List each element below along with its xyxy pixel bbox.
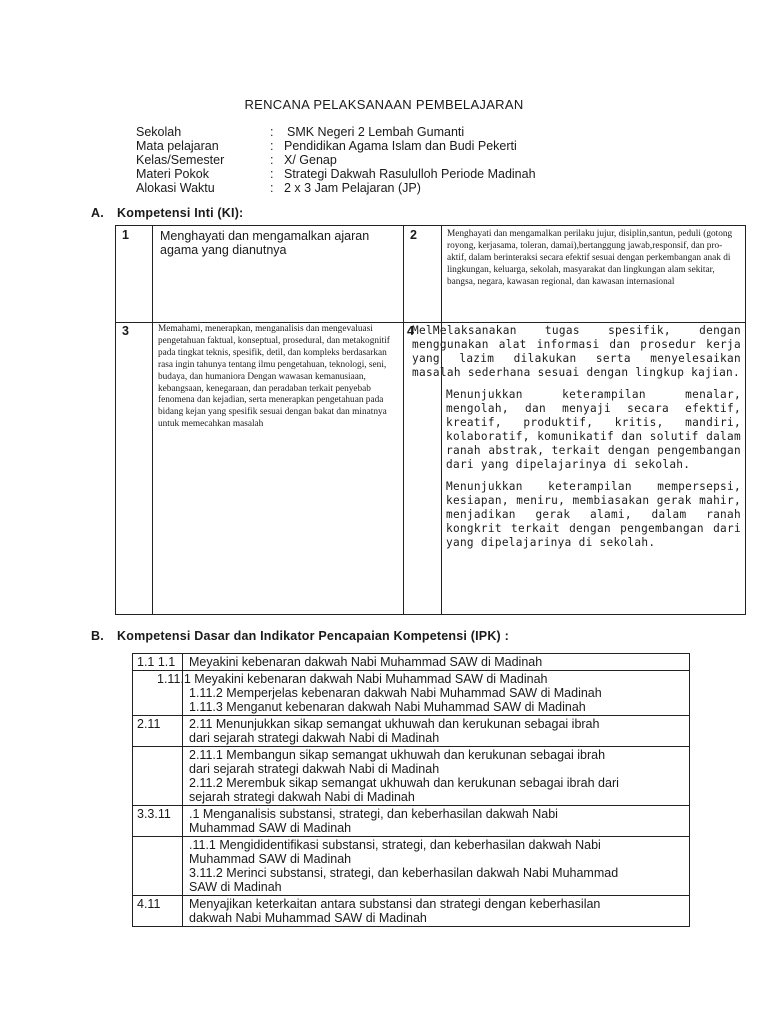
info-value: X/ Genap [284,153,337,167]
info-colon: : [270,181,274,195]
info-colon: : [270,139,274,153]
kd-code [133,747,183,806]
kd-line: SAW di Madinah [189,880,282,894]
info-colon: : [270,153,274,167]
info-value: SMK Negeri 2 Lembah Gumanti [287,125,465,139]
kd-line: 1.11.1 Meyakini kebenaran dakwah Nabi Muhammad SAW di Madinah [157,672,548,686]
section-b-heading [91,629,509,643]
kd-line: dari sejarah strategi dakwah Nabi di Madinah [189,762,440,776]
section-a-heading [91,206,243,220]
kd-row [133,716,690,747]
kd-row [133,671,690,716]
kd-desc [183,654,690,671]
document-title: RENCANA PELAKSANAAN PEMBELAJARAN [244,97,524,112]
ki-number: 1 [122,228,129,242]
kd-code: 3.3.11 [133,806,183,837]
ki-text-block [412,324,741,558]
kd-row [133,654,690,671]
info-row-school [136,125,536,139]
kd-line: 2.11.1 Membangun sikap semangat ukhuwah dan kerukunan sebagai ibrah [189,748,606,762]
ki-number: 4 [407,324,414,338]
ki-col-divider [152,226,153,614]
kd-code: 1.1 1.1 [133,654,183,671]
info-label: Kelas/Semester [136,153,225,167]
info-row-class [136,153,536,167]
kd-line: 2.11 Menunjukkan sikap semangat ukhuwah dan kerukunan sebagai ibrah [189,717,600,731]
info-label: Mata pelajaran [136,139,219,153]
kd-row [133,896,690,927]
info-row-time [136,181,536,195]
ki-text: Memahami, menerapkan, menganalisis dan mengevaluasi pengetahuan faktual, konseptual, prosedural, dan metakognitif pada tingkat teknis, spesifik, detil, dan kompleks berdasarkan rasa ingin tahunya tentang ilmu pengetahuan, teknologi, seni, budaya, dan humaniora Dengan wawasan kemanusiaan, kebangsaan, kenegaraan, dan peradaban terkait penyebab fenomena dan kejadian, serta menerapkan pengetahuan pada bidang kejan yang spesifik sesuai dengan bakat dan minatnya untuk memecahkan masalah [158,324,390,430]
kd-line: Muhammad SAW di Madinah [189,821,352,835]
ki-table [115,225,746,615]
kd-line: 3.11.2 Merinci substansi, strategi, dan keberhasilan dakwah Nabi Muhammad [189,866,619,880]
section-letter: B. [91,629,104,643]
kd-desc [183,806,690,837]
ki-text: Menghayati dan mengamalkan ajaran agama yang dianutnya [160,229,370,257]
kd-code: 2.11 [133,716,183,747]
info-row-topic [136,167,536,181]
kd-row [133,837,690,896]
kd-line: 2.11.2 Merembuk sikap semangat ukhuwah dan kerukunan sebagai ibrah dari [189,776,619,790]
ki-number: 2 [410,228,417,242]
kd-line: .1 Menganalisis substansi, strategi, dan keberhasilan dakwah Nabi [189,807,558,821]
kd-line: Meyakini kebenaran dakwah Nabi Muhammad SAW di Madinah [189,655,543,669]
ki-text: Menghayati dan mengamalkan perilaku jujur, disiplin,santun, peduli (gotong royong, kerjasama, toleran, damai),bertanggung jawab,responsif, dan pro-aktif, dalam berinteraksi secara efektif sesuai dengan perkembangan anak di lingkungan, keluarga, sekolah, masyarakat dan lingkungan alam sekitar, bangsa, negara, kawasan regional, dan kawasan internasional [447,229,733,287]
ki-prefix: MelM [412,324,440,337]
kd-line: Muhammad SAW di Madinah [189,852,352,866]
kd-desc [183,837,690,896]
section-title: Kompetensi Dasar dan Indikator Pencapaian Kompetensi (IPK) : [117,629,509,643]
section-letter: A. [91,206,104,220]
info-label: Alokasi Waktu [136,181,215,195]
kd-desc [183,716,690,747]
info-value: Pendidikan Agama Islam dan Budi Pekerti [284,139,517,153]
ki-paragraph-text: elaksanakan tugas spesifik, dengan menggunakan alat informasi dan prosedur kerja yang lazim dilakukan serta menyelesaikan masalah sederhana sesuai dengan lingkup kajian. [412,324,741,379]
kd-line: 1.11.3 Menganut kebenaran dakwah Nabi Muhammad SAW di Madinah [189,700,586,714]
kd-line: dakwah Nabi Muhammad SAW di Madinah [189,911,427,925]
info-colon: : [270,125,274,139]
kd-line: 1.11.2 Memperjelas kebenaran dakwah Nabi Muhammad SAW di Madinah [189,686,602,700]
ki-paragraph: Menunjukkan keterampilan menalar, mengolah, dan menyaji secara efektif, kreatif, produktif, kritis, mandiri, kolaboratif, komunikatif dan solutif dalam ranah abstrak, terkait dengan pengembangan dari yang dipelajarinya di sekolah. [446,388,741,471]
kd-desc [157,671,690,716]
info-value: Strategi Dakwah Rasululloh Periode Madinah [284,167,536,181]
section-title: Kompetensi Inti (KI): [117,206,244,220]
info-row-subject [136,139,536,153]
kd-row [133,747,690,806]
kd-line: .11.1 Mengididentifikasi substansi, strategi, dan keberhasilan dakwah Nabi [189,838,601,852]
identity-block [136,125,536,195]
ki-paragraph: Menunjukkan keterampilan mempersepsi, kesiapan, meniru, membiasakan gerak mahir, menjadikan gerak alami, dalam ranah kongkrit terkait dengan pengembangan dari yang dipelajarinya di sekolah. [446,480,741,549]
ki-paragraph [412,324,741,380]
kd-desc [183,747,690,806]
kd-line: Menyajikan keterkaitan antara substansi dan strategi dengan keberhasilan [189,897,601,911]
info-label: Materi Pokok [136,167,209,181]
info-colon: : [270,167,274,181]
kd-line: dari sejarah strategi dakwah Nabi di Madinah [189,731,440,745]
kd-code [133,837,183,896]
kd-desc [183,896,690,927]
info-value: 2 x 3 Jam Pelajaran (JP) [284,181,421,195]
kd-code: 4.11 [133,896,183,927]
kd-line: sejarah strategi dakwah Nabi di Madinah [189,790,415,804]
ki-col-divider [403,226,404,614]
kd-table [132,653,690,927]
info-label: Sekolah [136,125,182,139]
ki-row-divider [116,322,745,323]
kd-row [133,806,690,837]
ki-number: 3 [122,324,129,338]
